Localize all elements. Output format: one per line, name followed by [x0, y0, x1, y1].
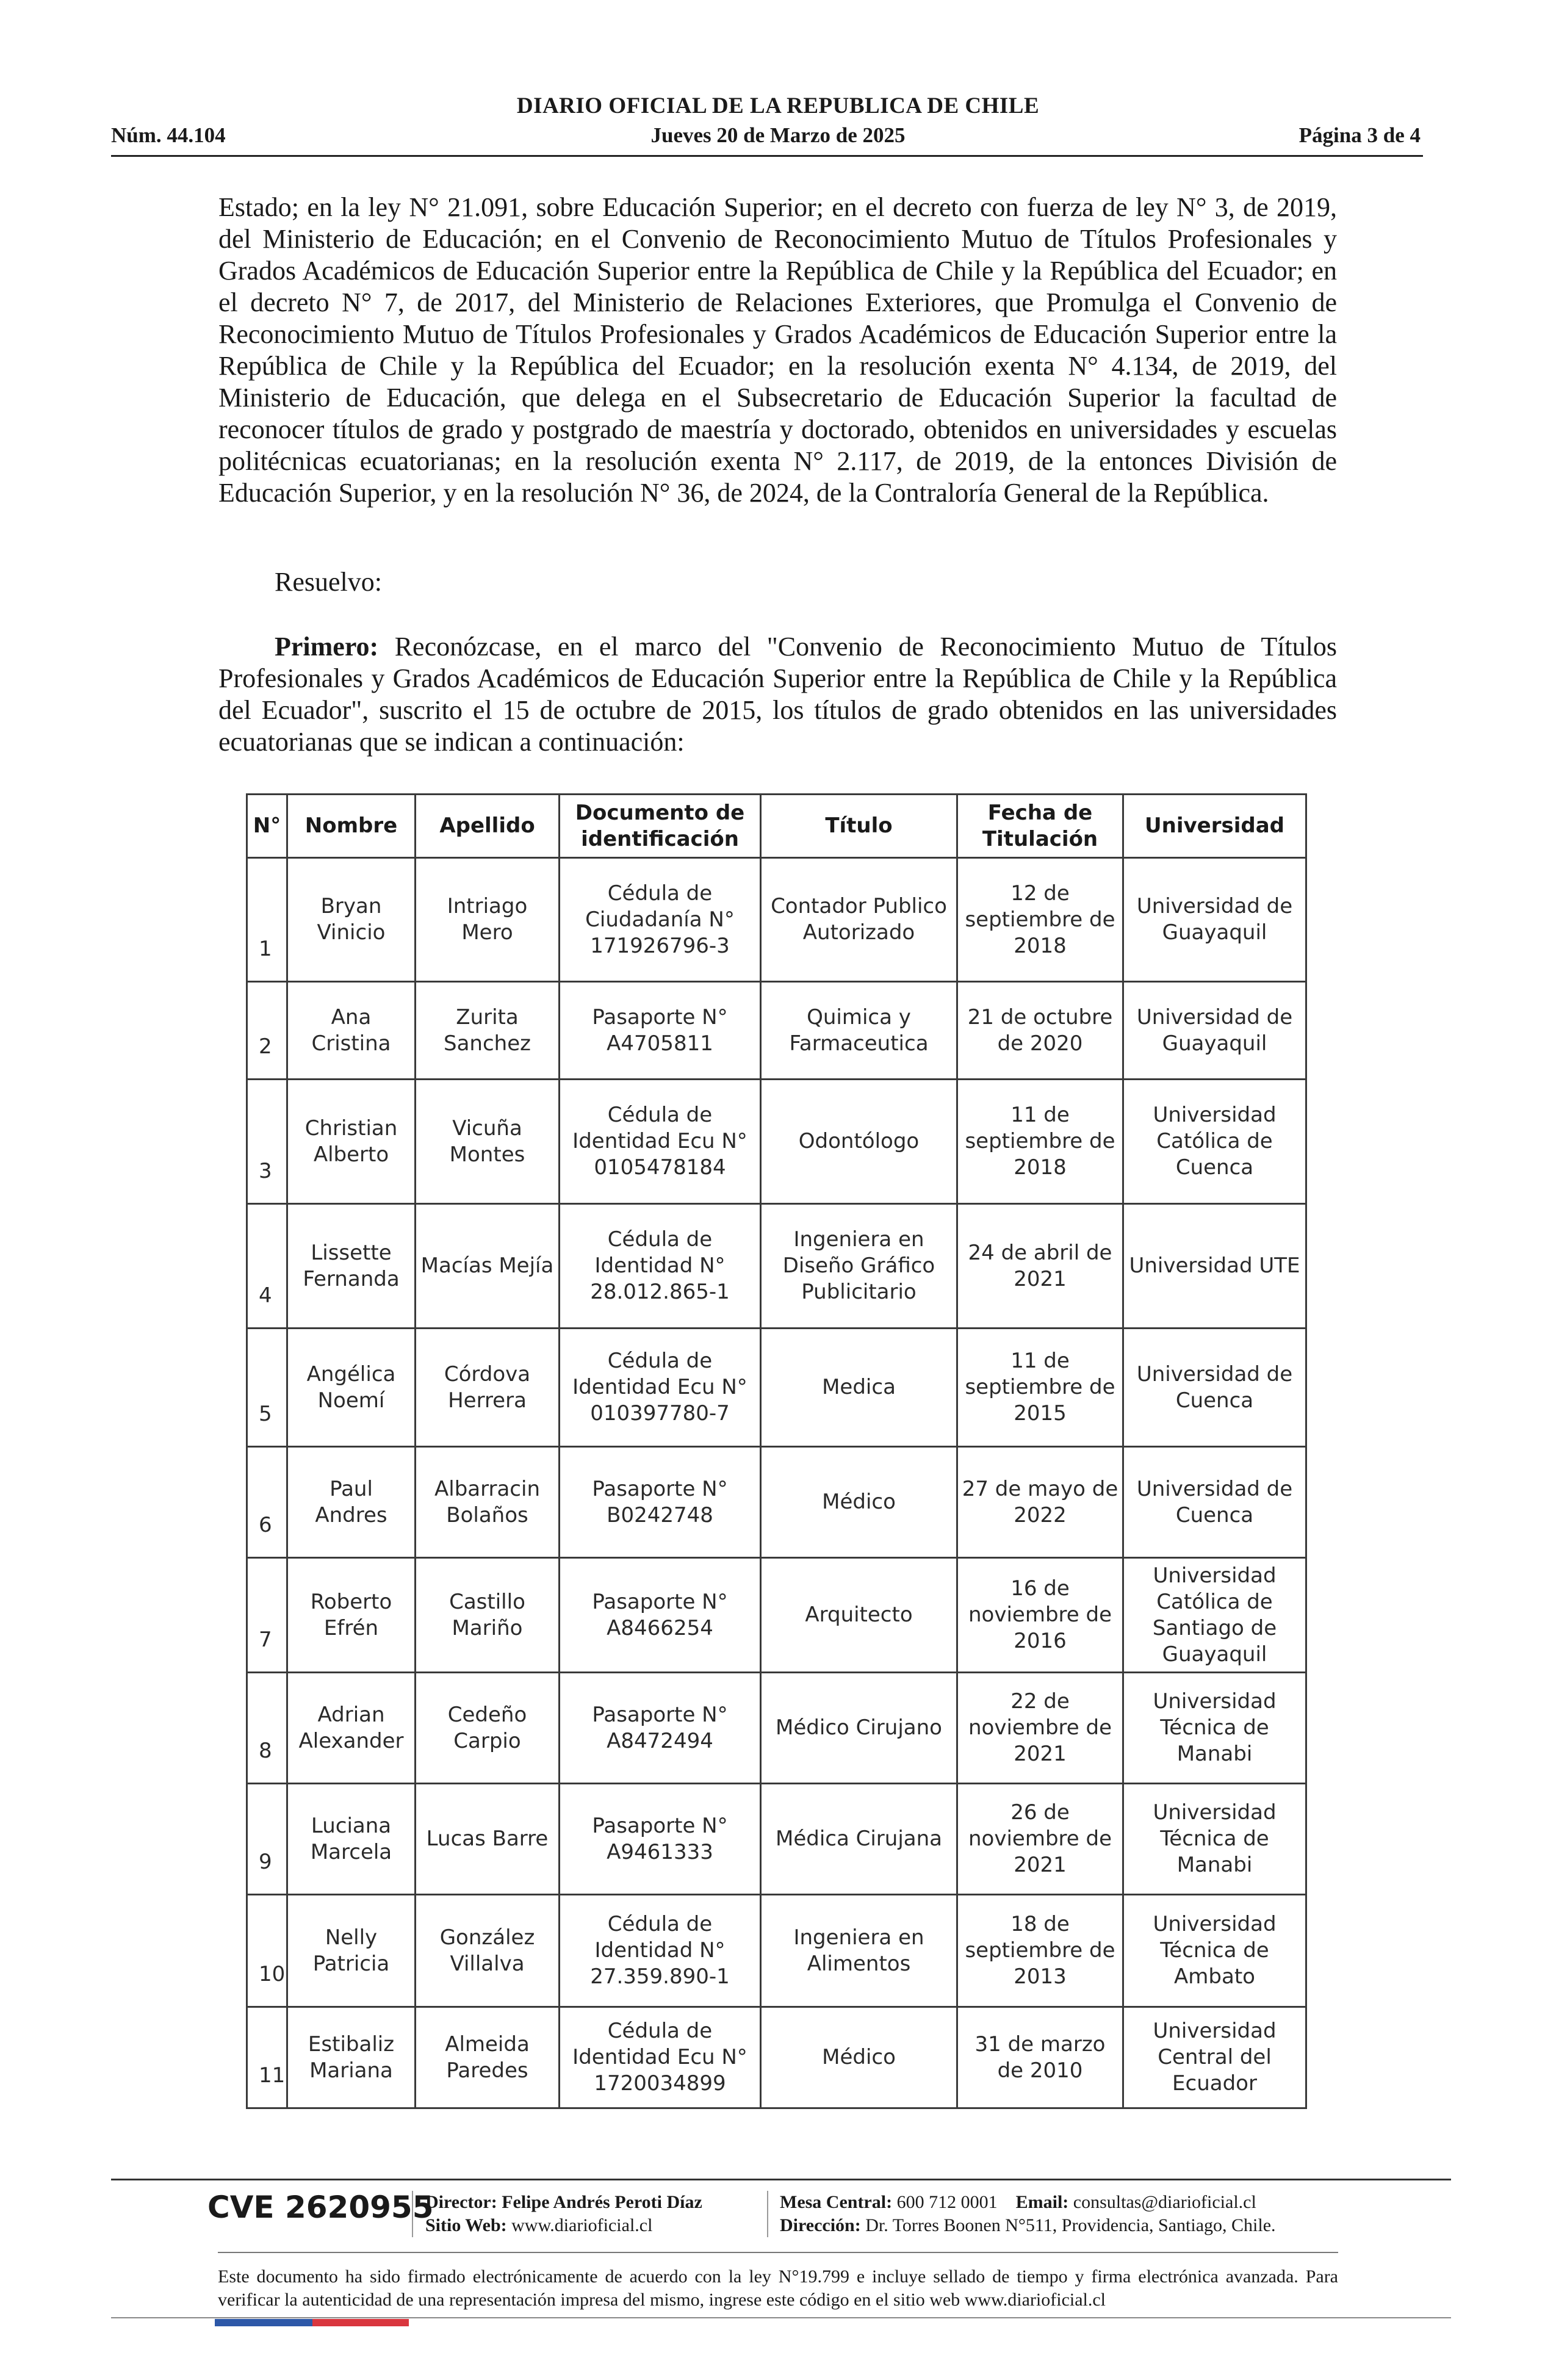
cell-titulo: Quimica y Farmaceutica: [761, 982, 957, 1080]
cell-number: 4: [247, 1204, 287, 1329]
publication-title: DIARIO OFICIAL DE LA REPUBLICA DE CHILE: [516, 93, 1040, 118]
table-row: [247, 1447, 1306, 1558]
table-row: [247, 1558, 1306, 1673]
website-link[interactable]: www.diarioficial.cl: [511, 2215, 653, 2235]
cell-number: 2: [247, 982, 287, 1080]
cell-titulo: Arquitecto: [761, 1558, 957, 1673]
address-text: Dr. Torres Boonen N°511, Providencia, Santiago, Chile.: [865, 2215, 1276, 2235]
cell-universidad: Universidad UTE: [1123, 1204, 1306, 1329]
cell-fecha: 18 de septiembre de 2013: [957, 1895, 1123, 2007]
cell-fecha: 11 de septiembre de 2015: [957, 1329, 1123, 1447]
cell-universidad: Universidad Técnica de Manabi: [1123, 1784, 1306, 1895]
cell-apellido: Córdova Herrera: [416, 1329, 560, 1447]
cell-titulo: Contador Publico Autorizado: [761, 858, 957, 982]
cell-apellido: Vicuña Montes: [416, 1080, 560, 1204]
issue-number: Núm. 44.104: [111, 123, 226, 147]
cell-number: 9: [247, 1784, 287, 1895]
cell-universidad: Universidad Católica de Cuenca: [1123, 1080, 1306, 1204]
table-row: [247, 1080, 1306, 1204]
cell-nombre: Adrian Alexander: [287, 1673, 416, 1784]
cell-titulo: Médico: [761, 2007, 957, 2108]
cell-number: 8: [247, 1673, 287, 1784]
cell-universidad: Universidad de Cuenca: [1123, 1329, 1306, 1447]
cell-nombre: Paul Andres: [287, 1447, 416, 1558]
header-col-number: N°: [247, 795, 287, 858]
flag-stripe-red: [312, 2319, 409, 2326]
cell-fecha: 16 de noviembre de 2016: [957, 1558, 1123, 1673]
issue-date: Jueves 20 de Marzo de 2025: [650, 123, 906, 147]
footer-divider-bottom: [111, 2317, 1451, 2318]
cell-nombre: Luciana Marcela: [287, 1784, 416, 1895]
cell-number: 10: [247, 1895, 287, 2007]
footer-address: Dirección: Dr. Torres Boonen N°511, Providencia, Santiago, Chile.: [780, 2215, 1276, 2235]
cell-titulo: Odontólogo: [761, 1080, 957, 1204]
cell-apellido: Lucas Barre: [416, 1784, 560, 1895]
footer-separator: [767, 2191, 768, 2237]
cell-universidad: Universidad de Guayaquil: [1123, 982, 1306, 1080]
footer-divider-mid: [218, 2252, 1338, 2253]
paragraph-considerations: Estado; en la ley N° 21.091, sobre Educación Superior; en el decreto con fuerza de ley N° 3, de 2019, del Ministerio de Educación; en el Convenio de Reconocimiento Mutuo de Títulos Profesionales y Grados Académicos de Educación Superior entre la República de Chile y la República del Ecuador; en el decreto N° 7, de 2017, del Ministerio de Relaciones Exteriores, que Promulga el Convenio de Reconocimiento Mutuo de Títulos Profesionales y Grados Académicos de Educación Superior entre la República de Chile y la República del Ecuador; en la resolución exenta N° 4.134, de 2019, del Ministerio de Educación, que delega en el Subsecretario de Educación Superior la facultad de reconocer títulos de grado y postgrado de maestría y doctorado, obtenidos en universidades y escuelas politécnicas ecuatorianas; en la resolución exenta N° 2.117, de 2019, de la entonces División de Educación Superior, y en la resolución N° 36, de 2024, de la Contraloría General de la República.: [218, 192, 1337, 508]
cell-documento: Cédula de Ciudadanía N° 171926796-3: [560, 858, 761, 982]
paragraph-primero: [218, 631, 1337, 758]
phone-number: 600 712 0001: [896, 2192, 998, 2212]
cell-nombre: Bryan Vinicio: [287, 858, 416, 982]
signature-notice: Este documento ha sido firmado electrónicamente de acuerdo con la ley N°19.799 e incluye sellado de tiempo y firma electrónica avanzada. Para verificar la autenticidad de una representación impresa del mismo, ingrese este código en el sitio web www.diarioficial.cl: [218, 2266, 1338, 2310]
resuelvo-label: Resuelvo:: [275, 567, 382, 597]
cell-apellido: Cedeño Carpio: [416, 1673, 560, 1784]
cell-titulo: Médica Cirujana: [761, 1784, 957, 1895]
cell-apellido: González Villalva: [416, 1895, 560, 2007]
cell-documento: Cédula de Identidad N° 28.012.865-1: [560, 1204, 761, 1329]
cell-nombre: Christian Alberto: [287, 1080, 416, 1204]
table-row: [247, 1784, 1306, 1895]
cell-fecha: 11 de septiembre de 2018: [957, 1080, 1123, 1204]
cell-apellido: Macías Mejía: [416, 1204, 560, 1329]
cell-fecha: 22 de noviembre de 2021: [957, 1673, 1123, 1784]
footer-website: Sitio Web: www.diarioficial.cl: [425, 2215, 653, 2235]
cell-documento: Cédula de Identidad Ecu N° 1720034899: [560, 2007, 761, 2108]
primero-text: Reconózcase, en el marco del "Convenio de Reconocimiento Mutuo de Títulos Profesionales y Grados Académicos de Educación Superior entre la República de Chile y la República del Ecuador", suscrito el 15 de octubre de 2015, los títulos de grado obtenidos en las universidades ecuatorianas que se indican a continuación:: [218, 632, 1337, 757]
cell-apellido: Albarracin Bolaños: [416, 1447, 560, 1558]
cell-documento: Pasaporte N° A4705811: [560, 982, 761, 1080]
cell-nombre: Estibaliz Mariana: [287, 2007, 416, 2108]
cell-documento: Pasaporte N° A8472494: [560, 1673, 761, 1784]
header-col-documento: Documento de identificación: [560, 795, 761, 858]
cell-universidad: Universidad Central del Ecuador: [1123, 2007, 1306, 2108]
cell-nombre: Nelly Patricia: [287, 1895, 416, 2007]
footer-director: Director: Felipe Andrés Peroti Díaz: [425, 2192, 702, 2212]
table-row: [247, 1895, 1306, 2007]
table-row: [247, 1329, 1306, 1447]
header-col-universidad: Universidad: [1123, 795, 1306, 858]
table-row: [247, 2007, 1306, 2108]
table-row: [247, 1204, 1306, 1329]
footer-divider-top: [111, 2179, 1451, 2180]
cell-titulo: Medica: [761, 1329, 957, 1447]
header-col-nombre: Nombre: [287, 795, 416, 858]
cell-number: 11: [247, 2007, 287, 2108]
cell-fecha: 12 de septiembre de 2018: [957, 858, 1123, 982]
director-name: Felipe Andrés Peroti Díaz: [502, 2192, 702, 2212]
cell-documento: Cédula de Identidad Ecu N° 0105478184: [560, 1080, 761, 1204]
header-col-apellido: Apellido: [416, 795, 560, 858]
cve-code: CVE 2620955: [207, 2190, 434, 2225]
page-indicator: Página 3 de 4: [1298, 123, 1421, 147]
cell-fecha: 27 de mayo de 2022: [957, 1447, 1123, 1558]
footer-contact: Mesa Central: 600 712 0001 Email: consultas@diarioficial.cl: [780, 2192, 1256, 2212]
cell-number: 5: [247, 1329, 287, 1447]
cell-apellido: Castillo Mariño: [416, 1558, 560, 1673]
cell-number: 7: [247, 1558, 287, 1673]
cell-universidad: Universidad de Guayaquil: [1123, 858, 1306, 982]
cell-documento: Pasaporte N° A9461333: [560, 1784, 761, 1895]
cell-titulo: Médico: [761, 1447, 957, 1558]
cell-fecha: 26 de noviembre de 2021: [957, 1784, 1123, 1895]
header-col-fecha: Fecha de Titulación: [957, 795, 1123, 858]
cell-number: 1: [247, 858, 287, 982]
cell-documento: Cédula de Identidad Ecu N° 010397780-7: [560, 1329, 761, 1447]
cell-universidad: Universidad de Cuenca: [1123, 1447, 1306, 1558]
cell-fecha: 24 de abril de 2021: [957, 1204, 1123, 1329]
primero-label: Primero:: [275, 632, 379, 662]
cell-universidad: Universidad Católica de Santiago de Guayaquil: [1123, 1558, 1306, 1673]
cell-documento: Pasaporte N° B0242748: [560, 1447, 761, 1558]
header-col-titulo: Título: [761, 795, 957, 858]
cell-nombre: Lissette Fernanda: [287, 1204, 416, 1329]
cell-apellido: Zurita Sanchez: [416, 982, 560, 1080]
recognized-titles-table: [246, 793, 1307, 2109]
cell-fecha: 21 de octubre de 2020: [957, 982, 1123, 1080]
cell-universidad: Universidad Técnica de Ambato: [1123, 1895, 1306, 2007]
cell-number: 6: [247, 1447, 287, 1558]
cell-documento: Pasaporte N° A8466254: [560, 1558, 761, 1673]
cell-apellido: Almeida Paredes: [416, 2007, 560, 2108]
cell-universidad: Universidad Técnica de Manabi: [1123, 1673, 1306, 1784]
flag-stripe-blue: [215, 2319, 312, 2326]
cell-fecha: 31 de marzo de 2010: [957, 2007, 1123, 2108]
table-row: [247, 982, 1306, 1080]
cell-nombre: Angélica Noemí: [287, 1329, 416, 1447]
cell-number: 3: [247, 1080, 287, 1204]
cell-documento: Cédula de Identidad N° 27.359.890-1: [560, 1895, 761, 2007]
table-row: [247, 858, 1306, 982]
cell-titulo: Ingeniera en Diseño Gráfico Publicitario: [761, 1204, 957, 1329]
footer-separator: [412, 2191, 413, 2237]
cell-apellido: Intriago Mero: [416, 858, 560, 982]
header-divider: [111, 155, 1423, 157]
cell-titulo: Ingeniera en Alimentos: [761, 1895, 957, 2007]
table-header-row: [247, 795, 1306, 858]
table-body: [247, 858, 1306, 2108]
email-link[interactable]: consultas@diarioficial.cl: [1073, 2192, 1256, 2212]
cell-titulo: Médico Cirujano: [761, 1673, 957, 1784]
cell-nombre: Roberto Efrén: [287, 1558, 416, 1673]
table-row: [247, 1673, 1306, 1784]
cell-nombre: Ana Cristina: [287, 982, 416, 1080]
